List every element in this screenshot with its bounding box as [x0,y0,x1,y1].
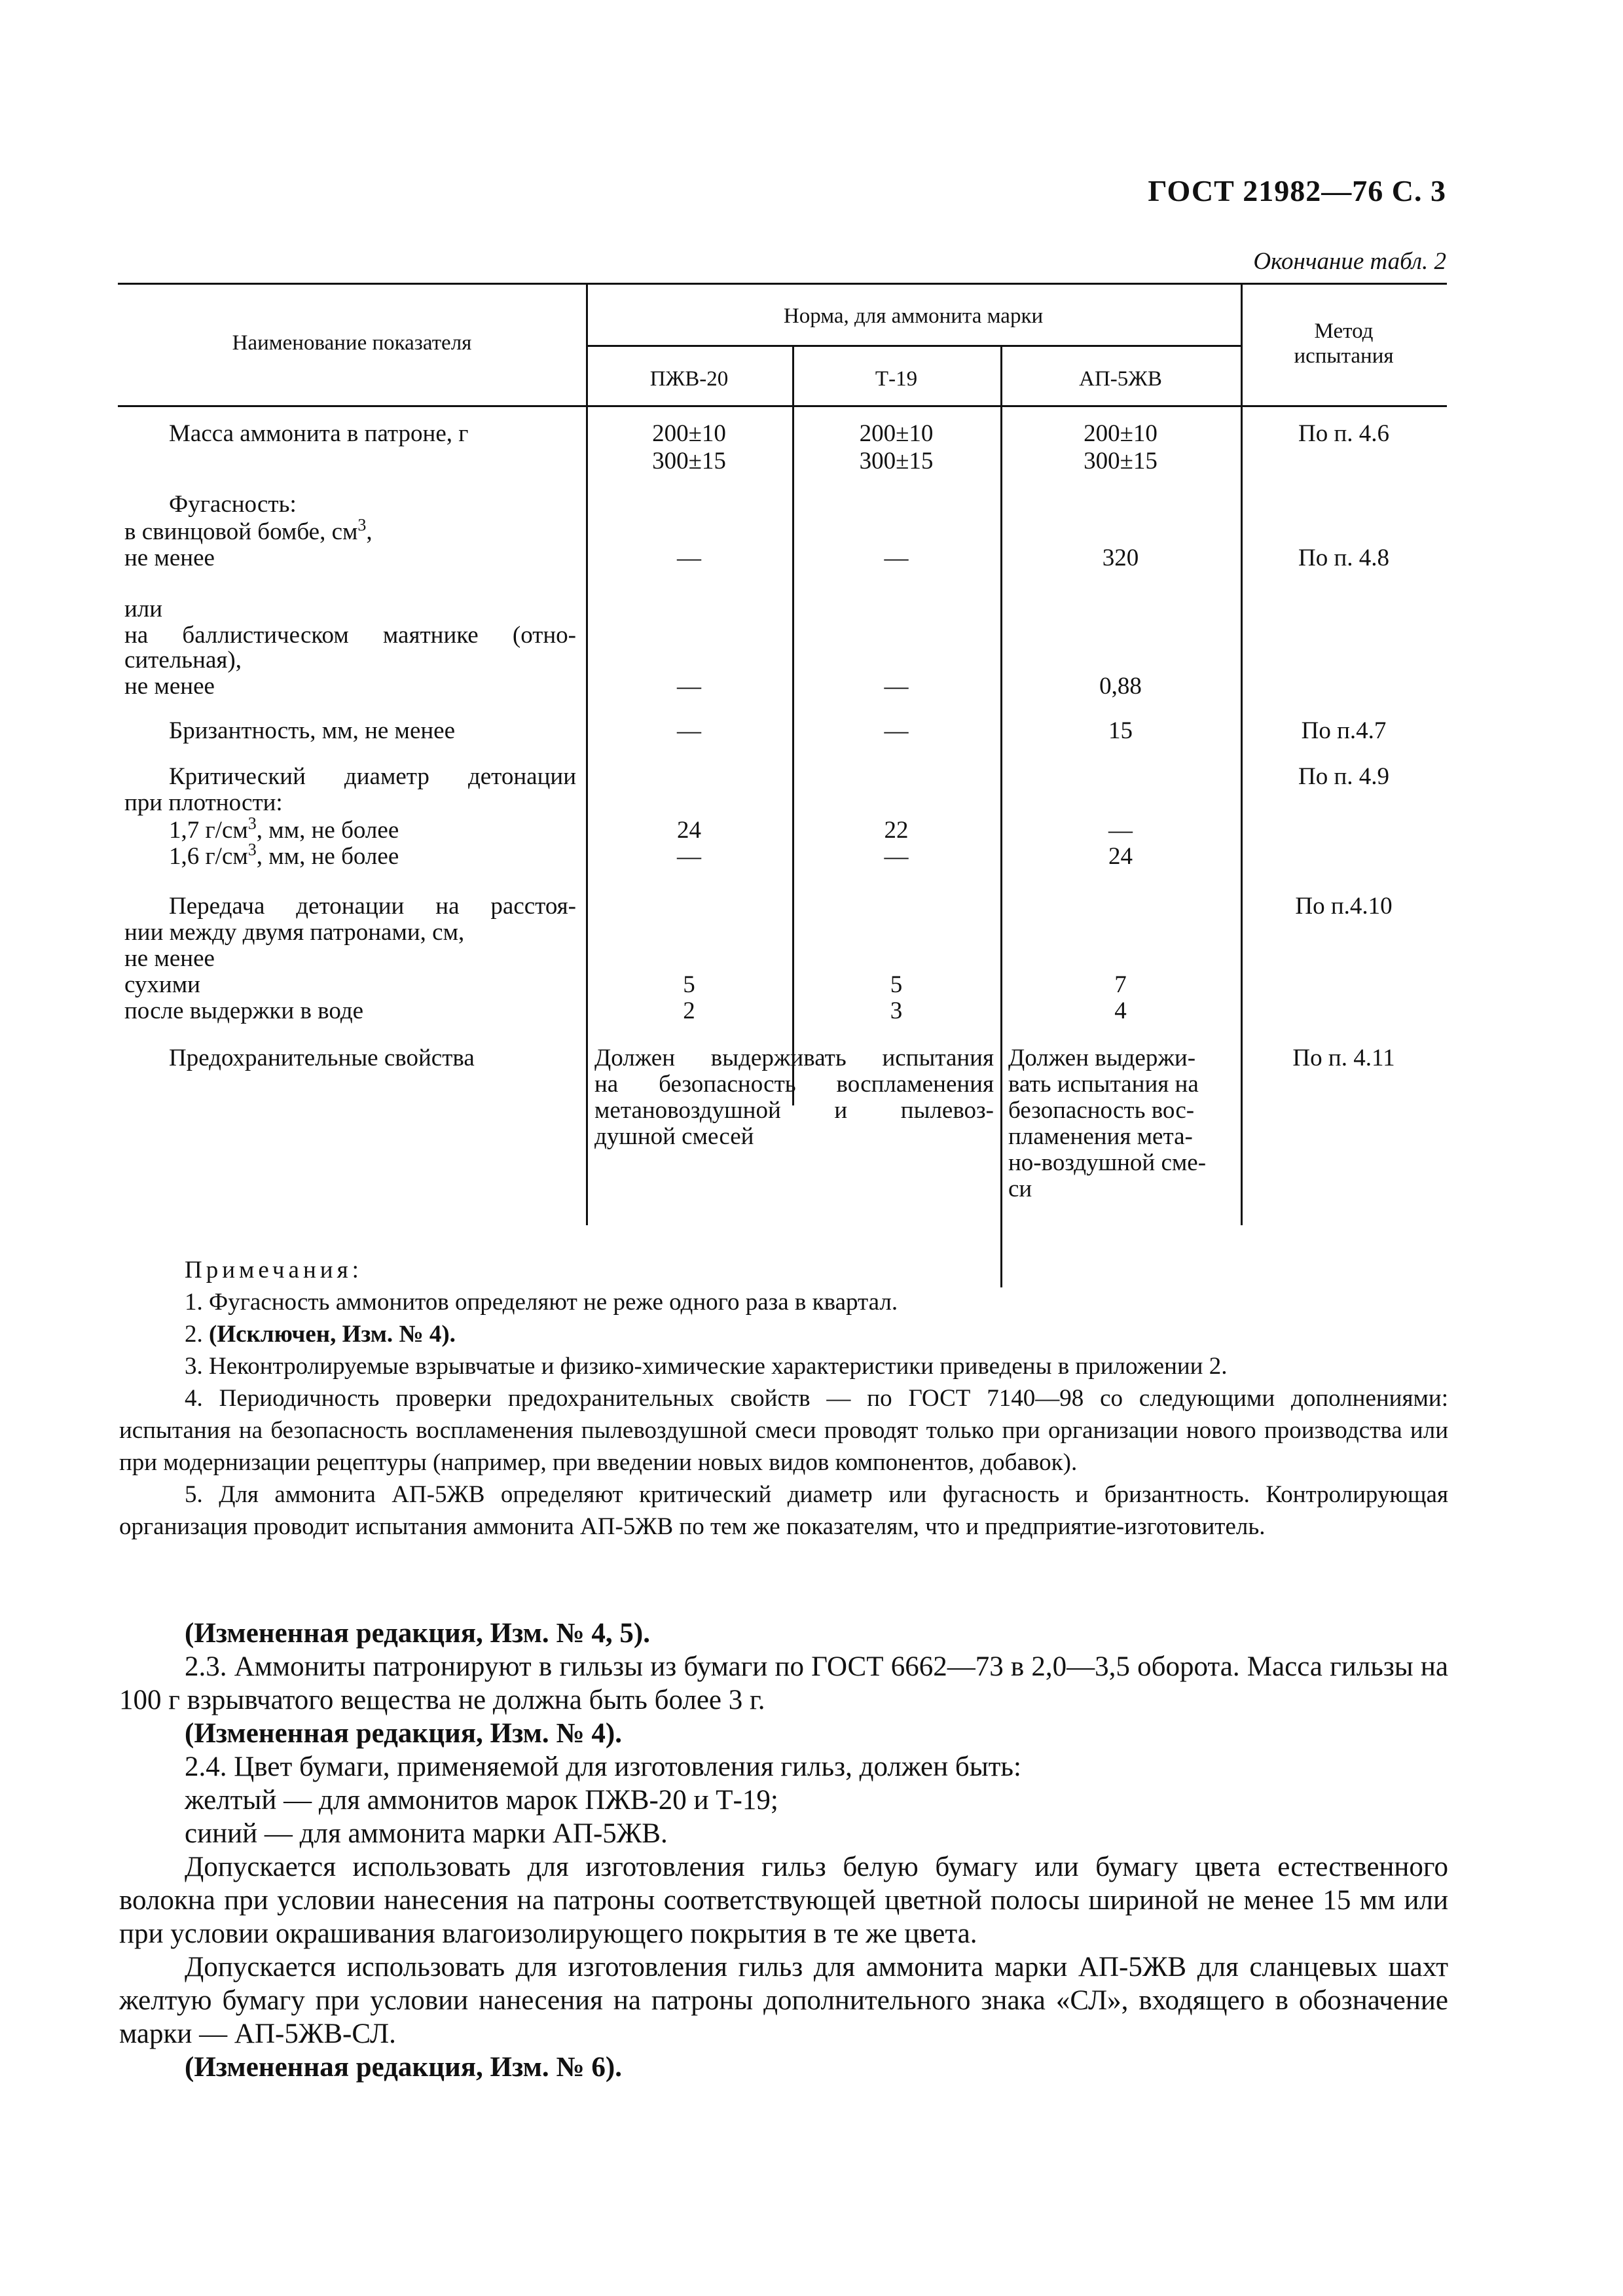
safety-text12-l3: метановоздушной и пылевоз- [594,1097,994,1124]
row-trans-l4: сухими [124,971,200,998]
safety-text3-l3: безопасность вос- [1008,1097,1195,1124]
row-trans-l5: после выдержки в воде [124,997,364,1024]
row-safety-label: Предохранительные свойства [169,1045,475,1071]
para-allow-1: Допускается использовать для изготовления гильз белую бумагу или бумагу цвета естественного волокна при условии нанесения на патроны соответствующей цветной полосы шириной не менее 15 мм или при условии окрашивания влагоизолирующего покрытия в те же цвета. [119,1852,1448,1949]
pend-v1: — [677,673,701,700]
trans-method: По п.4.10 [1295,893,1393,920]
note-5: 5. Для аммонита АП-5ЖВ определяют критический диаметр или фугасность и бризантность. Контролирующая организация проводит испытания аммонита АП-5ЖВ по тем же показателям, что и предприятие-изготовитель. [119,1481,1448,1540]
safety-text3-l5: но-воздушной сме- [1008,1149,1207,1176]
trans-wet-v2: 3 [890,997,903,1024]
trans-dry-v2: 5 [890,971,903,998]
table-continuation-label: Окончание табл. 2 [1253,248,1446,275]
header-method-1: Метод [1314,319,1374,343]
notes-title: Примечания: [185,1257,363,1283]
trans-wet-v3: 4 [1114,997,1127,1024]
edition-note-3: (Измененная редакция, Изм. № 6). [185,2052,622,2083]
pend-v2: — [884,673,909,700]
para-blue: синий — для аммонита марки АП-5ЖВ. [185,1818,668,1849]
safety-text3-l1: Должен выдержи- [1008,1045,1196,1071]
note-3: 3. Неконтролируемые взрывчатые и физико-химические характеристики приведены в приложении 2. [185,1353,1228,1380]
fug-v3: 320 [1102,545,1139,571]
mass-v1-a: 200±10 [652,420,726,447]
fug-method: По п. 4.8 [1298,545,1390,571]
row-pend-l1: или [124,596,163,622]
safety-method: По п. 4.11 [1292,1045,1395,1071]
briz-v2: — [884,717,909,744]
crit-r1-v1: 24 [677,817,701,844]
mass-v2-b: 300±15 [859,448,934,475]
row-trans-l2: нии между двумя патронами, см, [124,919,465,946]
page-header: ГОСТ 21982—76 С. 3 [1148,174,1446,207]
crit-r1-v3: — [1108,817,1133,844]
norms-table [118,283,1447,1225]
safety-text12-l4: душной смесей [594,1123,754,1150]
note-1: 1. Фугасность аммонитов определяют не реже одного раза в квартал. [185,1289,898,1316]
row-pend-l4: не менее [124,673,215,700]
edition-note-2: (Измененная редакция, Изм. № 4). [185,1718,622,1749]
row-pend-l3: сительная), [124,647,242,673]
safety-text12-l1: Должен выдерживать испытания [594,1045,994,1071]
safety-text3-l2: вать испытания на [1008,1071,1199,1098]
header-indicator-name: Наименование показателя [232,331,472,355]
safety-text3-l6: си [1008,1175,1032,1202]
row-trans-l1: Передача детонации на расстоя- [169,893,576,920]
row-trans-l3: не менее [124,945,215,972]
note-4: 4. Периодичность проверки предохранительных свойств — по ГОСТ 7140—98 со следующими дополнениями: испытания на безопасность воспламенения пылевоздушной смеси проводят только при организации нового производства или при модернизации рецептуры (например, при введении новых видов компонентов, добавок). [119,1385,1448,1476]
crit-r2-v2: — [884,843,909,870]
para-2-3: 2.3. Аммониты патронируют в гильзы из бумаги по ГОСТ 6662—73 в 2,0—3,5 оборота. Масса гильзы на 100 г взрывчатого вещества не должна быть более 3 г. [119,1651,1448,1715]
para-2-4: 2.4. Цвет бумаги, применяемой для изготовления гильз, должен быть: [185,1751,1021,1782]
row-fug-l1: в свинцовой бомбе, $см^3$, [124,515,373,545]
grade-ap5zhv: АП-5ЖВ [1079,367,1162,391]
row-fug-l2: не менее [124,545,215,571]
pend-v3: 0,88 [1099,673,1142,700]
para-yellow: желтый — для аммонитов марок ПЖВ-20 и Т-19; [185,1785,778,1816]
briz-v1: — [677,717,701,744]
row-fug-title: Фугасность: [169,491,297,518]
trans-dry-v1: 5 [683,971,695,998]
crit-method: По п. 4.9 [1298,763,1390,790]
mass-v1-b: 300±15 [652,448,726,475]
table-notes [119,1254,1448,1543]
crit-r2-v3: 24 [1108,843,1133,870]
body-text [119,1617,1448,2084]
trans-dry-v3: 7 [1114,971,1127,998]
para-allow-2: Допускается использовать для изготовления гильз для аммонита марки АП-5ЖВ для сланцевых шахт желтую бумагу при условии нанесения на патроны дополнительного знака «СЛ», входящего в обозначение марки — АП-5ЖВ-СЛ. [119,1952,1448,2049]
crit-r2-v1: — [677,843,701,870]
mass-v2-a: 200±10 [859,420,934,447]
row-mass-label: Масса аммонита в патроне, г [169,420,469,447]
briz-v3: 15 [1108,717,1133,744]
crit-r1-v2: 22 [884,817,909,844]
row-crit-r2: 1,6 $г/см^3$, мм, не более [169,840,399,870]
mass-method: По п. 4.6 [1298,420,1390,447]
row-briz-label: Бризантность, мм, не менее [169,717,456,744]
header-norm: Норма, для аммонита марки [783,304,1044,328]
row-pend-l2: на баллистическом маятнике (отно- [124,622,576,649]
edition-note-1: (Измененная редакция, Изм. № 4, 5). [185,1618,650,1649]
mass-v3-a: 200±10 [1084,420,1158,447]
trans-wet-v1: 2 [683,997,695,1024]
row-crit-l2: при плотности: [124,789,283,816]
row-crit-l1: Критический диаметр детонации [169,763,576,790]
header-method-2: испытания [1294,344,1394,368]
safety-text3-l4: пламенения мета- [1008,1123,1193,1150]
fug-v2: — [884,545,909,571]
mass-v3-b: 300±15 [1084,448,1158,475]
grade-t19: Т-19 [875,367,918,391]
safety-text12-l2: на безопасность воспламенения [594,1071,994,1098]
row-crit-r1: 1,7 $г/см^3$, мм, не более [169,814,399,844]
note-2: 2. (Исключен, Изм. № 4). [185,1321,456,1348]
fug-v1: — [677,545,701,571]
briz-method: По п.4.7 [1301,717,1387,744]
grade-pzhv20: ПЖВ-20 [649,367,729,391]
